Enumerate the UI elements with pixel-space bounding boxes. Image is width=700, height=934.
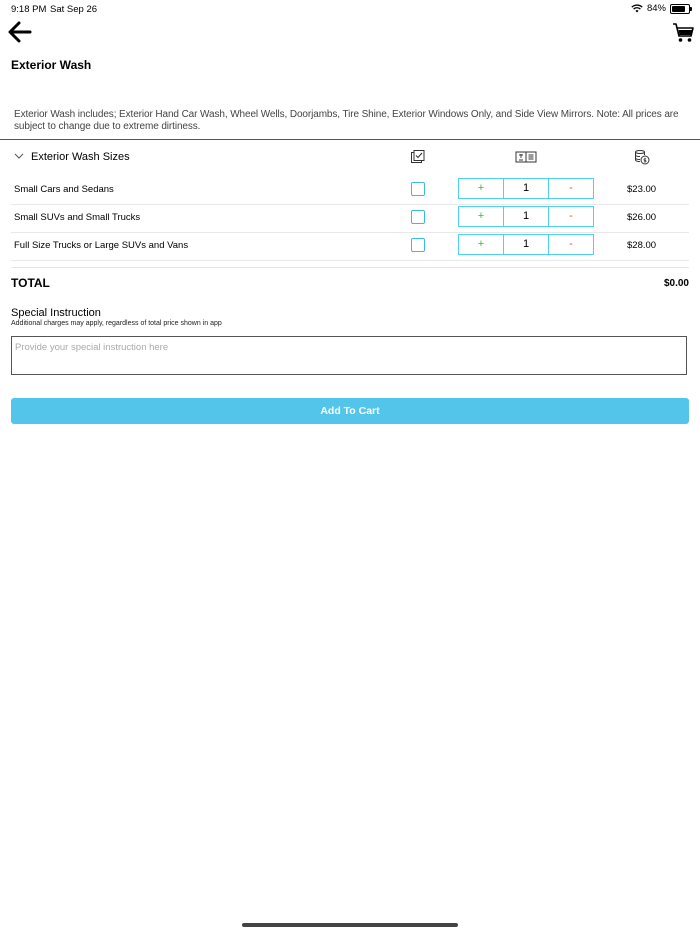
decrement-button[interactable]: - <box>569 182 573 194</box>
home-indicator <box>242 923 458 927</box>
status-time: 9:18 PM <box>11 4 47 15</box>
row-label: Full Size Trucks or Large SUVs and Vans <box>14 240 189 251</box>
row-label: Small Cars and Sedans <box>14 184 114 195</box>
increment-button[interactable]: + <box>459 235 504 254</box>
special-instruction-note: Additional charges may apply, regardless of total price shown in app <box>11 320 222 327</box>
quantity-stepper <box>458 206 594 227</box>
decrement-button[interactable]: - <box>569 210 573 222</box>
special-instruction-input[interactable] <box>11 336 687 375</box>
row-price: $23.00 <box>627 184 657 195</box>
status-bar <box>0 0 700 18</box>
page-title: Exterior Wash <box>11 58 92 72</box>
row-label: Small SUVs and Small Trucks <box>14 212 141 223</box>
service-description: Exterior Wash includes; Exterior Hand Car Wash, Wheel Wells, Doorjambs, Tire Shine, Exterior Windows Only, and Side View Mirrors. Note: All prices are subject to change due to extreme dirtiness. <box>14 109 679 132</box>
wifi-icon <box>631 4 643 13</box>
total-value: $0.00 <box>663 278 689 289</box>
cart-icon[interactable] <box>672 22 694 44</box>
status-date: Sat Sep 26 <box>50 4 98 15</box>
quantity-icon <box>515 149 537 165</box>
price-icon <box>634 149 650 165</box>
table-row <box>11 176 689 205</box>
decrement-button[interactable]: - <box>569 238 573 250</box>
status-right <box>631 3 690 14</box>
battery-icon <box>670 4 690 14</box>
chevron-down-icon[interactable] <box>14 152 24 160</box>
increment-button[interactable]: + <box>459 179 504 198</box>
quantity-stepper <box>458 178 594 199</box>
total-label: TOTAL <box>11 276 50 290</box>
row-checkbox[interactable] <box>411 210 425 224</box>
table-row <box>11 232 689 261</box>
back-arrow-icon[interactable] <box>6 20 34 44</box>
table-row <box>11 204 689 233</box>
row-price: $28.00 <box>627 240 657 251</box>
add-to-cart-button[interactable]: Add To Cart <box>11 398 689 424</box>
row-checkbox[interactable] <box>411 182 425 196</box>
quantity-stepper <box>458 234 594 255</box>
quantity-value[interactable]: 1 <box>504 207 549 226</box>
divider <box>11 267 689 268</box>
divider <box>0 139 700 140</box>
special-instruction-title: Special Instruction <box>11 307 101 319</box>
row-price: $26.00 <box>627 212 657 223</box>
battery-percent: 84% <box>646 3 666 14</box>
row-checkbox[interactable] <box>411 238 425 252</box>
select-icon <box>410 149 426 165</box>
section-title[interactable]: Exterior Wash Sizes <box>31 151 130 163</box>
increment-button[interactable]: + <box>459 207 504 226</box>
quantity-value[interactable]: 1 <box>504 179 549 198</box>
quantity-value[interactable]: 1 <box>504 235 549 254</box>
